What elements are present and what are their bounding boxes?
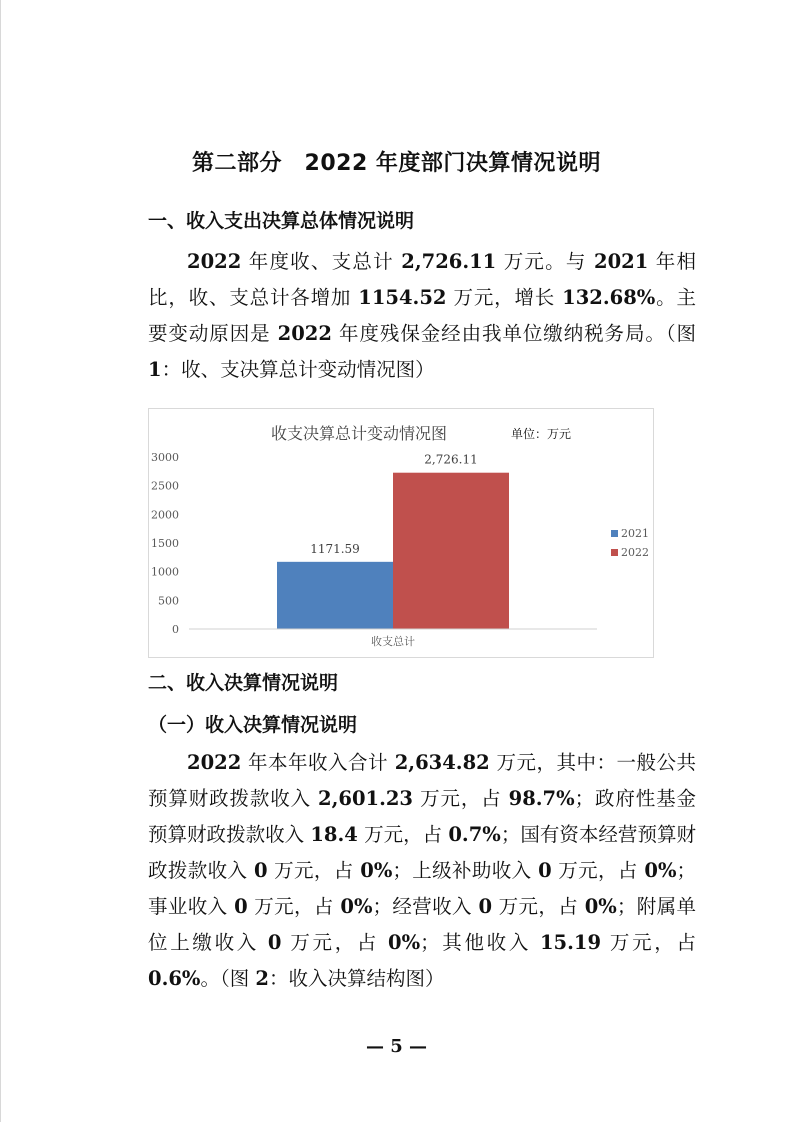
bar-2022 (393, 473, 509, 629)
section1-heading: 一、收入支出决算总体情况说明 (148, 210, 415, 232)
x-category-label: 收支总计 (371, 635, 415, 648)
y-tick-label: 500 (158, 594, 179, 608)
section2-subheading: （一）收入决算情况说明 (148, 714, 358, 736)
legend-swatch-2022 (611, 549, 618, 556)
y-tick-label: 0 (172, 623, 179, 636)
legend-label-2021: 2021 (621, 527, 649, 540)
section2-heading: 二、收入决算情况说明 (148, 672, 339, 694)
y-axis (151, 451, 179, 636)
legend-swatch-2021 (611, 530, 618, 537)
page-number: — 5 — (365, 1036, 428, 1057)
section2-paragraph: 2022 年本年收入合计 2,634.82 万元，其中：一般公共预算财政拨款收入 2,601.23 万元，占 98.7%；政府性基金预算财政拨款收入 18.4 万元，占 0.7%；国有资本经营预算财政拨款收入 0 万元，占 0%；上级补助收入 0 万元，占 0%；事业收入 0 万元，占 0%；经营收入 0 万元，占 0%；附属单位上缴收入 0 万元，占 0%；其他收入 15.19 万元，占 0.6%。（图 2：收入决算结构图） (148, 751, 696, 990)
y-tick-label: 2500 (151, 479, 179, 493)
data-label-2021: 1171.59 (310, 541, 360, 556)
page-title: 第二部分 2022 年度部门决算情况说明 (192, 151, 601, 176)
y-tick-label: 1500 (151, 537, 179, 550)
bar-2021 (277, 562, 393, 629)
y-tick-label: 3000 (151, 451, 179, 464)
legend-label-2022: 2022 (621, 546, 649, 559)
chart-unit: 单位：万元 (510, 427, 572, 441)
y-tick-label: 1000 (151, 565, 179, 579)
bar-chart (149, 409, 655, 659)
data-label-2022: 2,726.11 (424, 452, 478, 467)
legend (611, 527, 649, 559)
chart-container (148, 408, 654, 658)
section1-paragraph: 2022 年度收、支总计 2,726.11 万元。与 2021 年相比，收、支总计各增加 1154.52 万元，增长 132.68%。主要变动原因是 2022 年度残保金经由我单位缴纳税务局。（图 1：收、支决算总计变动情况图） (148, 250, 696, 381)
y-tick-label: 2000 (151, 508, 179, 522)
chart-title: 收支决算总计变动情况图 (270, 424, 448, 443)
bars-group (277, 453, 509, 629)
